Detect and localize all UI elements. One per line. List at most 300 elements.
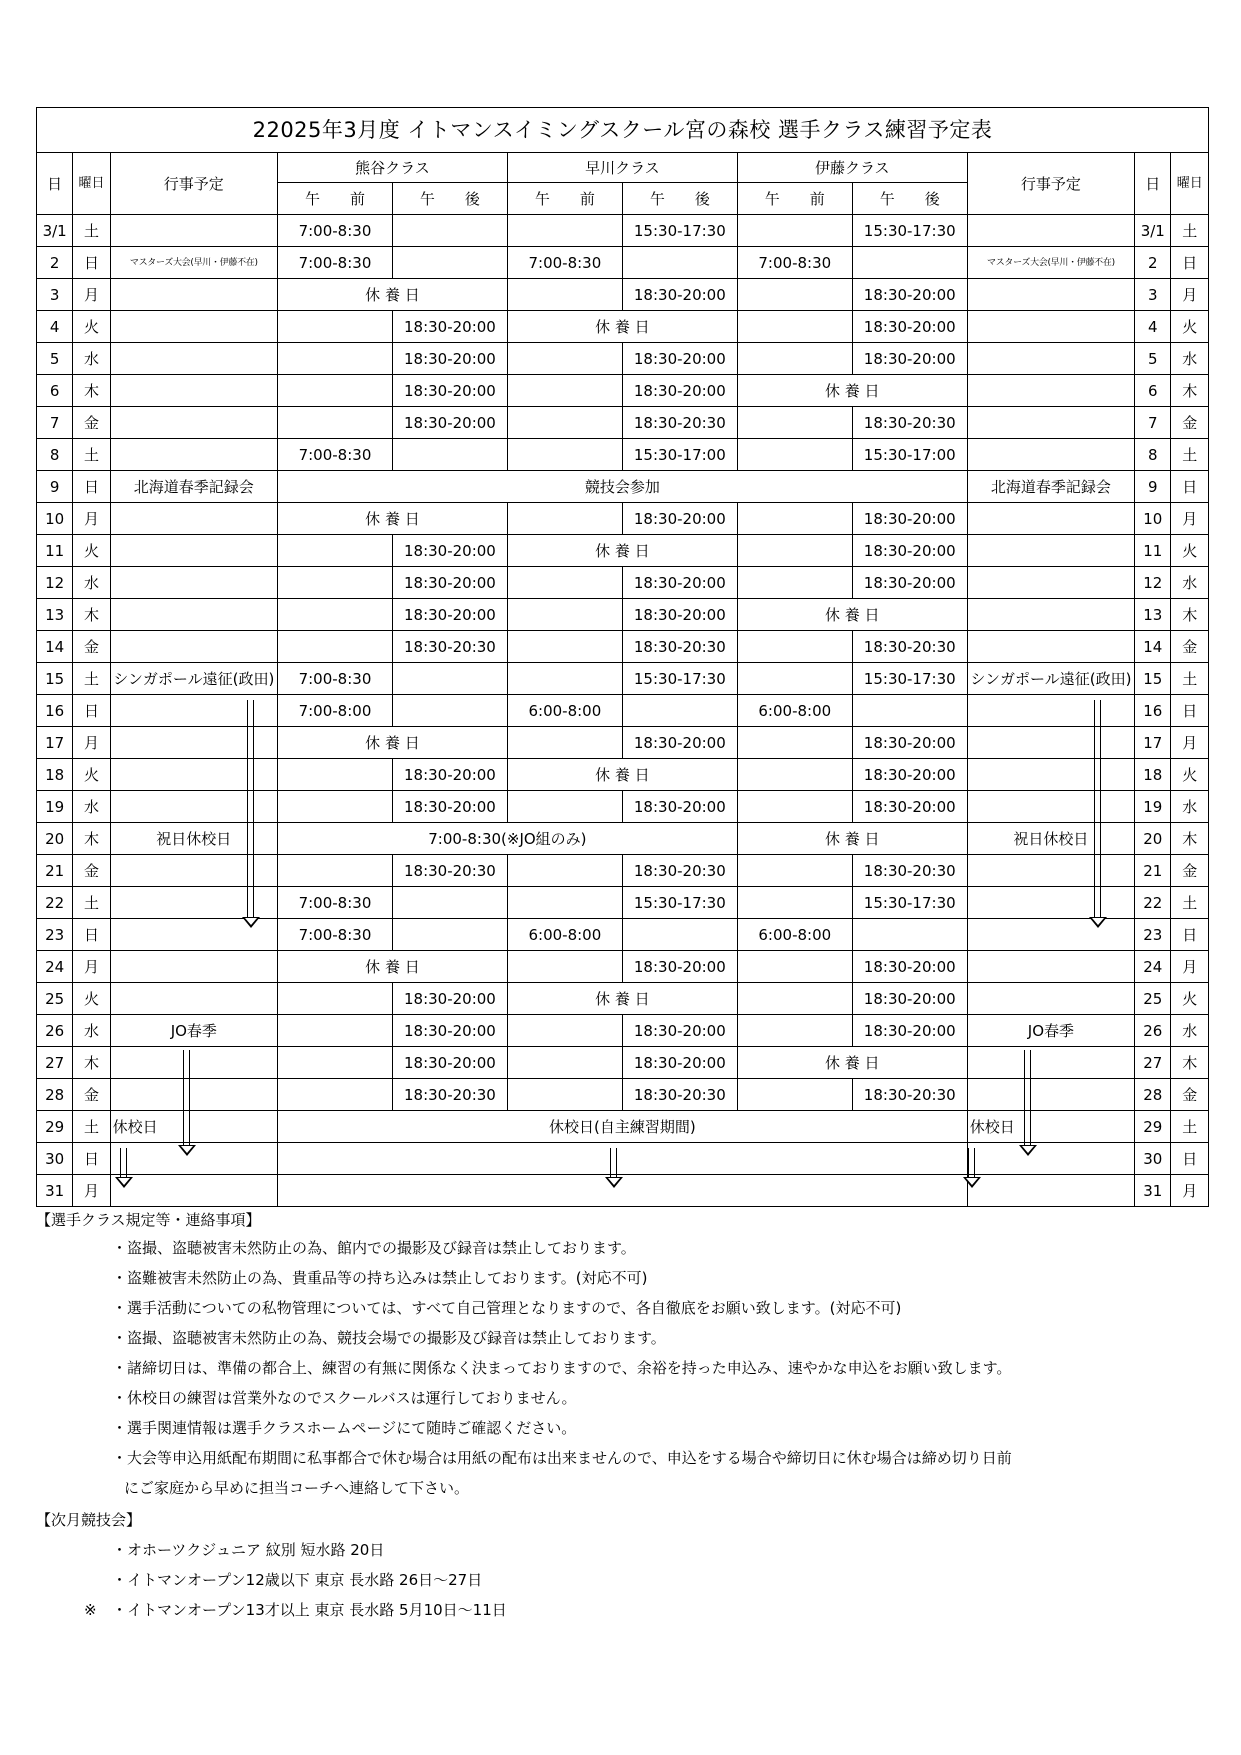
note-item: ・盗難被害未然防止の為、貴重品等の持ち込みは禁止しております。(対応不可) (112, 1269, 648, 1287)
time-cell: 18:30-20:00 (392, 407, 507, 439)
time-cell (278, 375, 393, 407)
schedule-row (37, 855, 1209, 887)
day-cell-right: 12 (1135, 567, 1171, 599)
event-cell (110, 791, 277, 823)
time-cell: 6:00-8:00 (737, 695, 852, 727)
time-cell (852, 919, 967, 951)
event-cell-right (967, 1143, 1134, 1175)
time-cell (507, 727, 622, 759)
day-cell-right: 28 (1135, 1079, 1171, 1111)
event-cell-right (967, 983, 1134, 1015)
event-cell (110, 983, 277, 1015)
event-cell: JO春季 (110, 1015, 277, 1047)
event-cell-right (967, 1047, 1134, 1079)
schedule-row (37, 279, 1209, 311)
time-cell: 15:30-17:30 (852, 887, 967, 919)
time-cell: 7:00-8:30 (278, 919, 393, 951)
time-cell: 18:30-20:00 (622, 567, 737, 599)
time-cell: 18:30-20:00 (852, 759, 967, 791)
schedule-row (37, 951, 1209, 983)
note-item: にご家庭から早めに担当コーチへ連絡して下さい。 (124, 1479, 470, 1497)
time-cell: 18:30-20:00 (392, 343, 507, 375)
time-cell: 15:30-17:00 (852, 439, 967, 471)
time-cell (507, 887, 622, 919)
time-cell (507, 503, 622, 535)
time-cell (278, 791, 393, 823)
time-cell (507, 343, 622, 375)
schedule-table (36, 107, 1209, 1207)
event-cell (110, 1143, 277, 1175)
notes-heading: 【選手クラス規定等・連絡事項】 (36, 1211, 261, 1229)
time-cell: 18:30-20:30 (852, 631, 967, 663)
time-cell: 18:30-20:00 (622, 951, 737, 983)
class-kumagai-header: 熊谷クラス (278, 153, 508, 183)
time-cell: 18:30-20:00 (622, 1015, 737, 1047)
time-cell (507, 791, 622, 823)
event-cell-right (967, 695, 1134, 727)
time-cell (507, 663, 622, 695)
day-cell-right: 14 (1135, 631, 1171, 663)
day-cell-right: 8 (1135, 439, 1171, 471)
next-meets-heading: 【次月競技会】 (36, 1511, 142, 1529)
day-cell: 20 (37, 823, 73, 855)
time-cell: 18:30-20:00 (852, 983, 967, 1015)
day-cell-right: 3/1 (1135, 215, 1171, 247)
time-cell: 6:00-8:00 (507, 695, 622, 727)
weekday-cell: 月 (73, 951, 110, 983)
time-cell: 18:30-20:30 (622, 855, 737, 887)
event-cell: 祝日休校日 (110, 823, 277, 855)
event-cell: 北海道春季記録会 (110, 471, 277, 503)
time-cell: 18:30-20:00 (392, 567, 507, 599)
time-cell (737, 1079, 852, 1111)
time-cell: 18:30-20:00 (852, 503, 967, 535)
time-cell (278, 535, 393, 567)
time-cell: 18:30-20:00 (852, 311, 967, 343)
schedule-row (37, 471, 1209, 503)
time-cell: 7:00-8:30 (278, 215, 393, 247)
schedule-row (37, 919, 1209, 951)
time-cell: 15:30-17:30 (852, 663, 967, 695)
weekday-cell-right: 土 (1171, 1111, 1209, 1143)
time-cell: 18:30-20:00 (852, 535, 967, 567)
event-cell-right: マスターズ大会(早川・伊藤不在) (967, 247, 1134, 279)
time-cell (507, 567, 622, 599)
time-cell: 18:30-20:00 (392, 983, 507, 1015)
weekday-cell-right: 金 (1171, 1079, 1209, 1111)
page-title: 22025年3月度 イトマンスイミングスクール宮の森校 選手クラス練習予定表 (37, 108, 1209, 153)
kyuyo-cell: 休 養 日 (278, 503, 508, 535)
span-cell: 競技会参加 (278, 471, 968, 503)
time-cell: 18:30-20:30 (392, 631, 507, 663)
event-cell-right (967, 887, 1134, 919)
event-cell (110, 1175, 277, 1207)
time-cell (278, 631, 393, 663)
event-cell-right (967, 279, 1134, 311)
weekday-cell-right: 火 (1171, 983, 1209, 1015)
day-cell: 28 (37, 1079, 73, 1111)
weekday-cell: 日 (73, 919, 110, 951)
day-cell: 19 (37, 791, 73, 823)
event-cell (110, 215, 277, 247)
weekday-cell: 日 (73, 695, 110, 727)
schedule-row (37, 599, 1209, 631)
span-cell: 休校日(自主練習期間) (278, 1111, 968, 1143)
schedule-row (37, 663, 1209, 695)
event-cell-right (967, 1079, 1134, 1111)
day-cell-right: 2 (1135, 247, 1171, 279)
weekday-cell: 火 (73, 983, 110, 1015)
jo-cell: 7:00-8:30(※JO組のみ) (278, 823, 738, 855)
time-cell (737, 535, 852, 567)
event-cell (110, 567, 277, 599)
weekday-cell-right: 月 (1171, 951, 1209, 983)
time-cell (737, 791, 852, 823)
time-cell: 7:00-8:30 (278, 887, 393, 919)
col-weekday-header: 曜日 (73, 153, 110, 215)
day-cell: 8 (37, 439, 73, 471)
time-cell: 18:30-20:00 (852, 343, 967, 375)
kyuyo-cell: 休 養 日 (278, 951, 508, 983)
pm-header: 午 後 (852, 183, 967, 215)
note-item: ・盗撮、盗聴被害未然防止の為、競技会場での撮影及び録音は禁止しております。 (112, 1329, 666, 1347)
class-ito-header: 伊藤クラス (737, 153, 967, 183)
day-cell-right: 13 (1135, 599, 1171, 631)
time-cell (737, 759, 852, 791)
note-item: ・諸締切日は、準備の都合上、練習の有無に関係なく決まっておりますので、余裕を持った申込み、速やかな申込をお願い致します。 (112, 1359, 1012, 1377)
time-cell: 18:30-20:30 (852, 407, 967, 439)
schedule-row (37, 695, 1209, 727)
time-cell (278, 407, 393, 439)
time-cell: 7:00-8:30 (278, 663, 393, 695)
span-cell (278, 1143, 968, 1175)
day-cell: 27 (37, 1047, 73, 1079)
day-cell-right: 17 (1135, 727, 1171, 759)
weekday-cell-right: 火 (1171, 759, 1209, 791)
weekday-cell: 月 (73, 503, 110, 535)
time-cell (737, 279, 852, 311)
weekday-cell: 木 (73, 823, 110, 855)
time-cell: 15:30-17:30 (622, 663, 737, 695)
time-cell (507, 375, 622, 407)
time-cell (278, 343, 393, 375)
note-item: ・盗撮、盗聴被害未然防止の為、館内での撮影及び録音は禁止しております。 (112, 1239, 636, 1257)
event-cell (110, 375, 277, 407)
time-cell (278, 1047, 393, 1079)
note-item: ・休校日の練習は営業外なのでスクールバスは運行しておりません。 (112, 1389, 577, 1407)
schedule-row (37, 1111, 1209, 1143)
note-item: ・選手活動についての私物管理については、すべて自己管理となりますので、各自徹底をお願い致します。(対応不可) (112, 1299, 902, 1317)
day-cell-right: 31 (1135, 1175, 1171, 1207)
weekday-cell-right: 土 (1171, 887, 1209, 919)
time-cell (507, 1079, 622, 1111)
schedule-row (37, 343, 1209, 375)
weekday-cell-right: 木 (1171, 599, 1209, 631)
time-cell (507, 215, 622, 247)
day-cell: 11 (37, 535, 73, 567)
time-cell: 18:30-20:00 (622, 279, 737, 311)
event-cell-right (967, 759, 1134, 791)
weekday-cell-right: 火 (1171, 535, 1209, 567)
schedule-row (37, 727, 1209, 759)
day-cell-right: 27 (1135, 1047, 1171, 1079)
event-cell-right (967, 727, 1134, 759)
schedule-row (37, 983, 1209, 1015)
weekday-cell-right: 水 (1171, 343, 1209, 375)
day-cell: 17 (37, 727, 73, 759)
day-cell: 10 (37, 503, 73, 535)
am-header: 午 前 (737, 183, 852, 215)
meet-item: ・イトマンオープン13才以上 東京 長水路 5月10日～11日 (112, 1601, 507, 1619)
weekday-cell-right: 月 (1171, 1175, 1209, 1207)
weekday-cell-right: 日 (1171, 919, 1209, 951)
time-cell (737, 215, 852, 247)
weekday-cell-right: 月 (1171, 503, 1209, 535)
event-cell (110, 887, 277, 919)
time-cell (392, 695, 507, 727)
weekday-cell: 木 (73, 1047, 110, 1079)
time-cell: 18:30-20:00 (392, 1047, 507, 1079)
day-cell: 6 (37, 375, 73, 407)
weekday-cell: 水 (73, 343, 110, 375)
event-cell (110, 727, 277, 759)
am-header: 午 前 (278, 183, 393, 215)
weekday-cell: 日 (73, 1143, 110, 1175)
time-cell: 18:30-20:00 (622, 599, 737, 631)
weekday-cell: 水 (73, 791, 110, 823)
schedule-row (37, 567, 1209, 599)
event-cell-right: 休校日 (967, 1111, 1134, 1143)
event-cell: 休校日 (110, 1111, 277, 1143)
time-cell: 18:30-20:30 (852, 855, 967, 887)
day-cell: 2 (37, 247, 73, 279)
schedule-row (37, 1175, 1209, 1207)
time-cell: 18:30-20:30 (852, 1079, 967, 1111)
schedule-row (37, 407, 1209, 439)
day-cell: 31 (37, 1175, 73, 1207)
weekday-cell-right: 日 (1171, 471, 1209, 503)
day-cell-right: 30 (1135, 1143, 1171, 1175)
weekday-cell: 土 (73, 215, 110, 247)
event-cell: シンガポール遠征(政田) (110, 663, 277, 695)
day-cell: 24 (37, 951, 73, 983)
day-cell-right: 19 (1135, 791, 1171, 823)
note-item: ・選手関連情報は選手クラスホームページにて随時ご確認ください。 (112, 1419, 577, 1437)
time-cell: 18:30-20:30 (622, 631, 737, 663)
pm-header: 午 後 (392, 183, 507, 215)
schedule-row (37, 631, 1209, 663)
event-cell (110, 695, 277, 727)
time-cell (392, 663, 507, 695)
time-cell: 18:30-20:00 (852, 279, 967, 311)
time-cell: 7:00-8:30 (278, 247, 393, 279)
event-cell (110, 535, 277, 567)
weekday-cell-right: 日 (1171, 247, 1209, 279)
day-cell: 4 (37, 311, 73, 343)
schedule-row (37, 887, 1209, 919)
weekday-cell: 月 (73, 279, 110, 311)
time-cell (507, 1047, 622, 1079)
day-cell: 26 (37, 1015, 73, 1047)
event-cell-right: シンガポール遠征(政田) (967, 663, 1134, 695)
weekday-cell: 木 (73, 599, 110, 631)
time-cell: 18:30-20:00 (392, 535, 507, 567)
event-cell (110, 1079, 277, 1111)
day-cell-right: 10 (1135, 503, 1171, 535)
time-cell: 15:30-17:30 (622, 215, 737, 247)
event-cell-right (967, 631, 1134, 663)
time-cell: 18:30-20:00 (392, 759, 507, 791)
span-cell (278, 1175, 968, 1207)
event-cell-right: 北海道春季記録会 (967, 471, 1134, 503)
time-cell (278, 567, 393, 599)
day-cell: 18 (37, 759, 73, 791)
weekday-cell-right: 水 (1171, 1015, 1209, 1047)
time-cell (622, 247, 737, 279)
weekday-cell: 水 (73, 1015, 110, 1047)
pm-header: 午 後 (622, 183, 737, 215)
weekday-cell-right: 金 (1171, 631, 1209, 663)
schedule-row (37, 823, 1209, 855)
time-cell (737, 343, 852, 375)
weekday-cell-right: 土 (1171, 215, 1209, 247)
event-cell-right: 祝日休校日 (967, 823, 1134, 855)
weekday-cell-right: 木 (1171, 1047, 1209, 1079)
weekday-cell-right: 火 (1171, 311, 1209, 343)
time-cell: 18:30-20:00 (392, 375, 507, 407)
schedule-row (37, 503, 1209, 535)
day-cell-right: 22 (1135, 887, 1171, 919)
event-cell-right (967, 1175, 1134, 1207)
weekday-cell-right: 土 (1171, 663, 1209, 695)
time-cell (852, 695, 967, 727)
time-cell: 18:30-20:00 (622, 727, 737, 759)
time-cell: 15:30-17:30 (622, 887, 737, 919)
time-cell: 18:30-20:00 (392, 1015, 507, 1047)
weekday-cell-right: 日 (1171, 695, 1209, 727)
time-cell (737, 887, 852, 919)
schedule-row (37, 1047, 1209, 1079)
time-cell: 7:00-8:30 (278, 439, 393, 471)
time-cell (737, 951, 852, 983)
time-cell: 18:30-20:00 (622, 791, 737, 823)
time-cell (278, 311, 393, 343)
weekday-cell-right: 木 (1171, 375, 1209, 407)
day-cell: 3/1 (37, 215, 73, 247)
time-cell (278, 1079, 393, 1111)
day-cell: 25 (37, 983, 73, 1015)
event-cell (110, 919, 277, 951)
day-cell-right: 11 (1135, 535, 1171, 567)
meet-item: ・オホーツクジュニア 紋別 短水路 20日 (112, 1541, 385, 1559)
schedule-row (37, 439, 1209, 471)
time-cell (507, 279, 622, 311)
time-cell (852, 247, 967, 279)
event-cell-right (967, 567, 1134, 599)
weekday-cell: 土 (73, 663, 110, 695)
time-cell (278, 759, 393, 791)
time-cell (392, 247, 507, 279)
day-cell: 12 (37, 567, 73, 599)
event-cell-right: JO春季 (967, 1015, 1134, 1047)
time-cell: 6:00-8:00 (737, 919, 852, 951)
time-cell (392, 215, 507, 247)
event-cell-right (967, 343, 1134, 375)
event-cell-right (967, 951, 1134, 983)
event-cell-right (967, 791, 1134, 823)
schedule-row (37, 375, 1209, 407)
event-cell: マスターズ大会(早川・伊藤不在) (110, 247, 277, 279)
kyuyo-cell: 休 養 日 (278, 279, 508, 311)
weekday-cell-right: 土 (1171, 439, 1209, 471)
weekday-cell: 金 (73, 1079, 110, 1111)
time-cell: 18:30-20:30 (622, 1079, 737, 1111)
weekday-cell-right: 金 (1171, 407, 1209, 439)
weekday-cell-right: 月 (1171, 279, 1209, 311)
day-cell-right: 23 (1135, 919, 1171, 951)
meet-item: ・イトマンオープン12歳以下 東京 長水路 26日～27日 (112, 1571, 483, 1589)
col-day-header: 日 (37, 153, 73, 215)
day-cell: 16 (37, 695, 73, 727)
event-cell (110, 343, 277, 375)
schedule-row (37, 311, 1209, 343)
col-event-header: 行事予定 (110, 153, 277, 215)
day-cell-right: 25 (1135, 983, 1171, 1015)
am-header: 午 前 (507, 183, 622, 215)
class-hayakawa-header: 早川クラス (507, 153, 737, 183)
schedule-row (37, 1015, 1209, 1047)
weekday-cell: 月 (73, 1175, 110, 1207)
day-cell-right: 9 (1135, 471, 1171, 503)
time-cell: 15:30-17:00 (622, 439, 737, 471)
kyuyo-cell: 休 養 日 (507, 759, 737, 791)
weekday-cell: 金 (73, 407, 110, 439)
time-cell: 18:30-20:00 (622, 375, 737, 407)
event-cell-right (967, 375, 1134, 407)
time-cell (737, 631, 852, 663)
col-weekday-header-right: 曜日 (1171, 153, 1209, 215)
time-cell (737, 567, 852, 599)
day-cell: 22 (37, 887, 73, 919)
time-cell (392, 439, 507, 471)
time-cell: 7:00-8:30 (737, 247, 852, 279)
day-cell: 29 (37, 1111, 73, 1143)
event-cell-right (967, 855, 1134, 887)
time-cell (737, 1015, 852, 1047)
time-cell: 18:30-20:00 (392, 311, 507, 343)
time-cell (507, 439, 622, 471)
day-cell-right: 6 (1135, 375, 1171, 407)
time-cell (737, 663, 852, 695)
event-cell (110, 1047, 277, 1079)
event-cell (110, 951, 277, 983)
event-cell-right (967, 535, 1134, 567)
time-cell: 18:30-20:00 (622, 1047, 737, 1079)
day-cell-right: 3 (1135, 279, 1171, 311)
time-cell (737, 311, 852, 343)
kyuyo-cell: 休 養 日 (737, 823, 967, 855)
kyuyo-cell: 休 養 日 (737, 1047, 967, 1079)
weekday-cell-right: 水 (1171, 791, 1209, 823)
day-cell-right: 20 (1135, 823, 1171, 855)
time-cell: 18:30-20:00 (852, 567, 967, 599)
time-cell: 7:00-8:30 (507, 247, 622, 279)
weekday-cell: 火 (73, 535, 110, 567)
schedule-row (37, 1079, 1209, 1111)
kyuyo-cell: 休 養 日 (737, 599, 967, 631)
event-cell (110, 279, 277, 311)
event-cell (110, 855, 277, 887)
